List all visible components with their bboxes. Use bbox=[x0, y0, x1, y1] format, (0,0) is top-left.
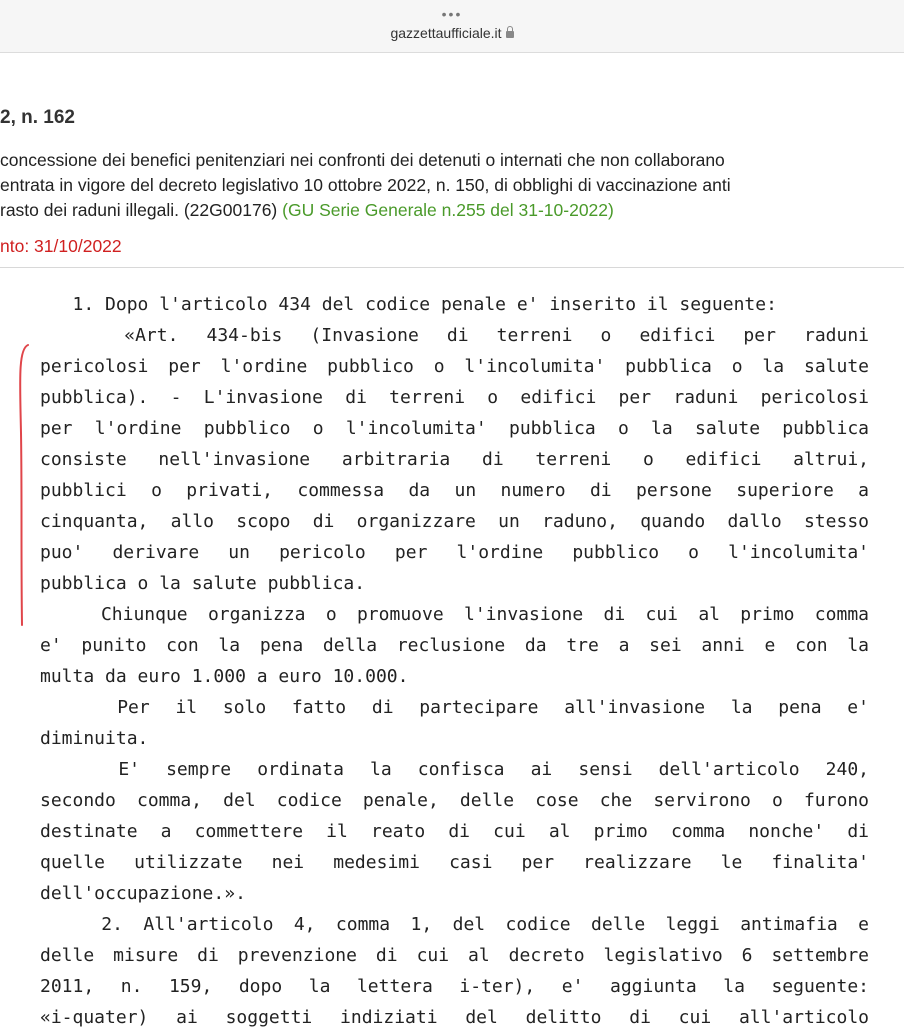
gu-link[interactable]: (GU Serie Generale n.255 del 31-10-2022) bbox=[282, 200, 614, 220]
article-line: consiste nell'invasione arbitraria di terreni o edifici altrui, bbox=[40, 449, 869, 470]
entry-into-force-date: nto: 31/10/2022 bbox=[0, 236, 122, 256]
article-line: Chiunque organizza o promuove l'invasione di cui al primo comma bbox=[100, 604, 869, 625]
article-line: 2011, n. 159, dopo la lettera i-ter), e' aggiunta la seguente: bbox=[40, 976, 869, 997]
article-line: pubblica o la salute pubblica. bbox=[40, 573, 366, 594]
summary-line-text: rasto dei raduni illegali. (22G00176) bbox=[0, 200, 278, 220]
summary-line: entrata in vigore del decreto legislativo 10 ottobre 2022, n. 150, di obblighi di vaccinazione anti bbox=[0, 175, 731, 195]
article-line: 1. Dopo l'articolo 434 del codice penale e' inserito il seguente: bbox=[40, 294, 777, 315]
article-line: destinate a commettere il reato di cui al primo comma nonche' di bbox=[40, 821, 869, 842]
summary-line: concessione dei benefici penitenziari nei confronti dei detenuti o internati che non collaborano bbox=[0, 150, 725, 170]
article-line: e' punito con la pena della reclusione da tre a sei anni e con la bbox=[40, 635, 869, 656]
url-text: gazzettaufficiale.it bbox=[390, 25, 502, 41]
lock-icon bbox=[506, 31, 514, 38]
handwritten-annotation-mark bbox=[14, 343, 34, 628]
article-line: cinquanta, allo scopo di organizzare un raduno, quando dallo stesso bbox=[40, 511, 869, 532]
article-line: pubblica). - L'invasione di terreni o edifici per raduni pericolosi bbox=[40, 387, 869, 408]
article-line: «Art. 434-bis (Invasione di terreni o edifici per raduni bbox=[124, 325, 869, 346]
article-line: pericolosi per l'ordine pubblico o l'incolumita' pubblica o la salute bbox=[40, 356, 869, 377]
article-line: pubblici o privati, commessa da un numero di persone superiore a bbox=[40, 480, 869, 501]
browser-top-bar bbox=[0, 0, 904, 53]
article-line: Per il solo fatto di partecipare all'invasione la pena e' bbox=[117, 697, 869, 718]
act-header bbox=[0, 52, 904, 268]
act-title: 2, n. 162 bbox=[0, 107, 75, 128]
article-line: delle misure di prevenzione di cui al decreto legislativo 6 settembre bbox=[40, 945, 869, 966]
act-summary bbox=[0, 148, 880, 223]
article-line: E' sempre ordinata la confisca ai sensi dell'articolo 240, bbox=[118, 759, 869, 780]
tab-overview-dots-icon[interactable]: ••• bbox=[441, 6, 463, 22]
article-body bbox=[40, 289, 869, 1033]
article-line: dell'occupazione.». bbox=[40, 883, 246, 904]
article-line: 2. All'articolo 4, comma 1, del codice delle leggi antimafia e bbox=[101, 914, 869, 935]
address-bar[interactable] bbox=[0, 24, 904, 42]
article-line: secondo comma, del codice penale, delle cose che servirono o furono bbox=[40, 790, 869, 811]
summary-line bbox=[0, 198, 880, 223]
article-line: multa da euro 1.000 a euro 10.000. bbox=[40, 666, 409, 687]
article-line: puo' derivare un pericolo per l'ordine pubblico o l'incolumita' bbox=[40, 542, 869, 563]
article-line: quelle utilizzate nei medesimi casi per realizzare le finalita' bbox=[40, 852, 869, 873]
article-line: diminuita. bbox=[40, 728, 149, 749]
article-line: per l'ordine pubblico o l'incolumita' pubblica o la salute pubblica bbox=[40, 418, 869, 439]
article-line: «i-quater) ai soggetti indiziati del delitto di cui all'articolo bbox=[40, 1007, 869, 1028]
